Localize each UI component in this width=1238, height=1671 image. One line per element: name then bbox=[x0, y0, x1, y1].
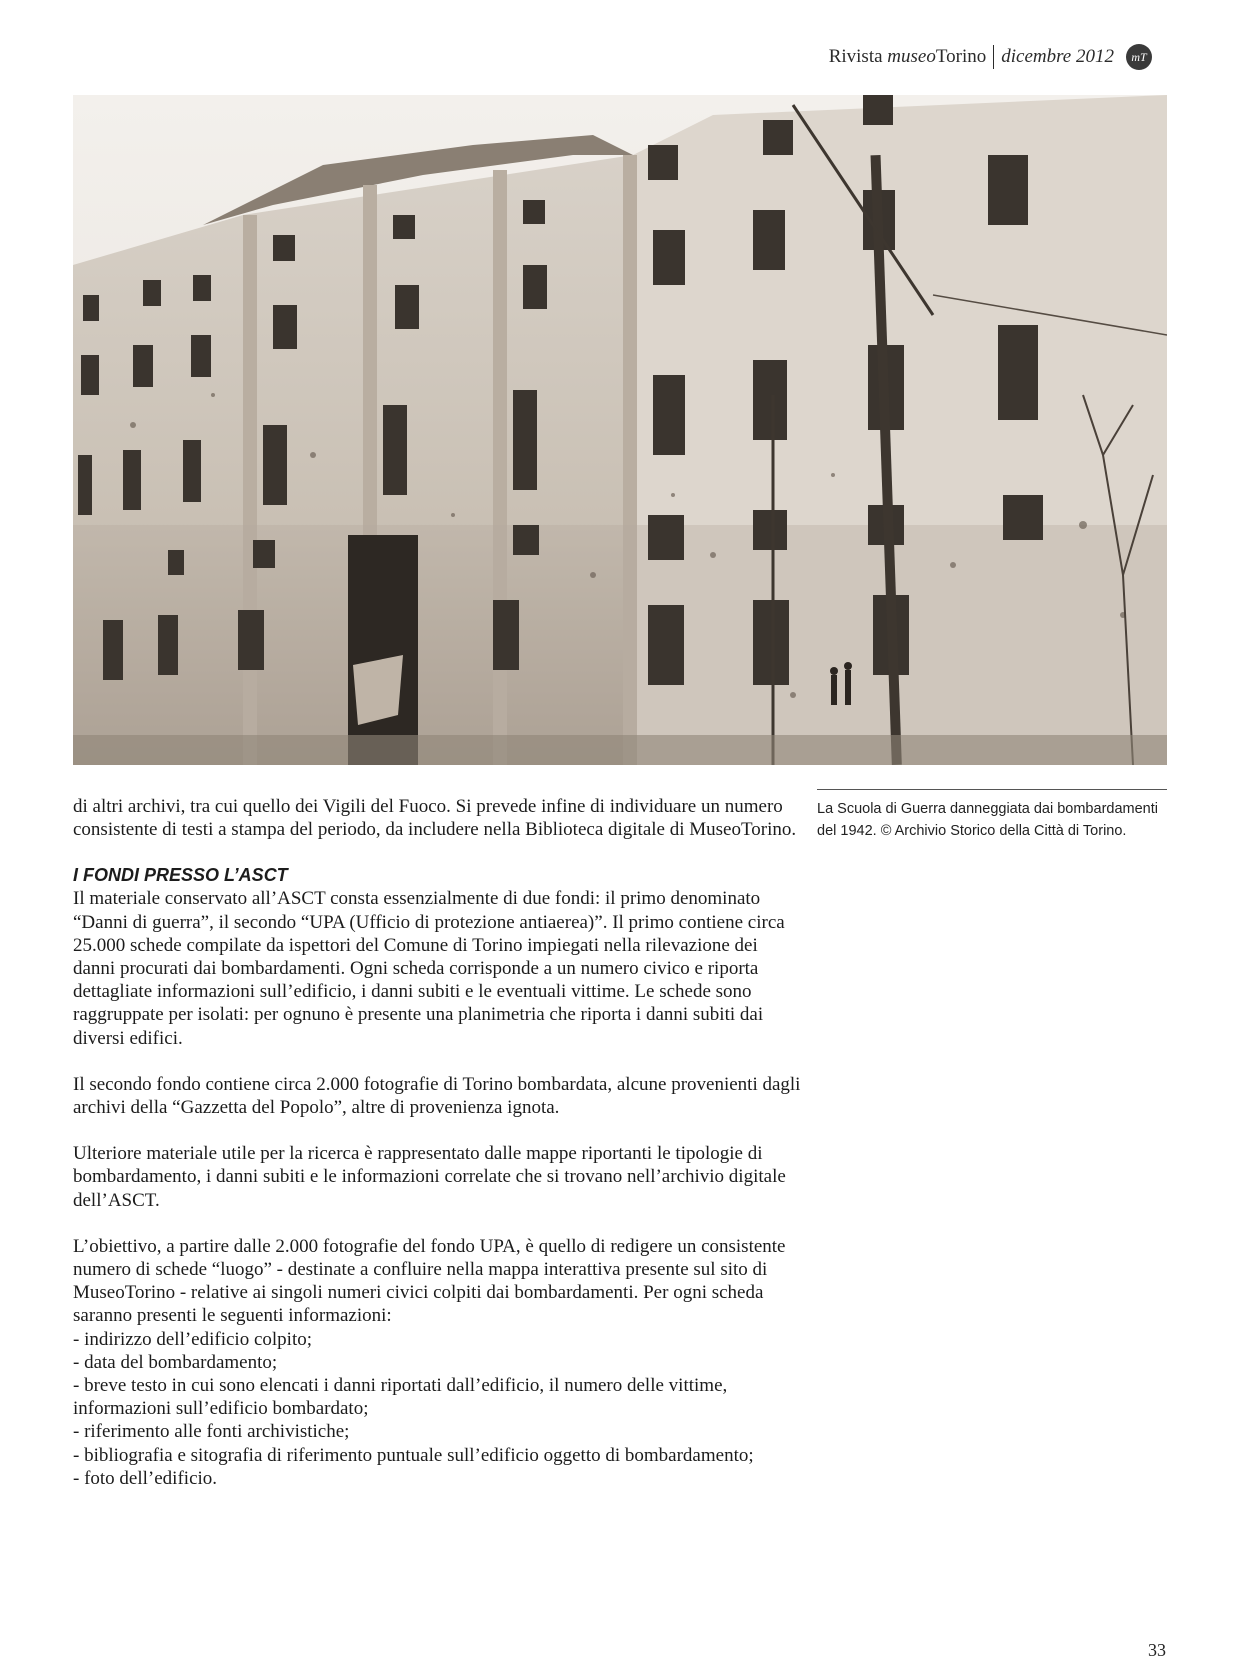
paragraph-1: Il materiale conservato all’ASCT consta essenzialmente di due fondi: il primo denominato “Danni di guerra”, il secondo “UPA (Ufficio di protezione antiaerea)”. Il primo contiene circa 25.000 schede compilate da ispettori del Comune di Torino impiegati nella rilevazione dei danni procurati dai bombardamenti. Ogni scheda corrisponde a un numero civico e riporta dettagliate informazioni sull’edificio, i danni subiti e le eventuali vittime. Le schede sono raggruppate per isolati: per ognuno è presente una planimetria che riporta i danni subiti dai diversi edifici. bbox=[73, 888, 785, 1049]
issue-date: dicembre 2012 bbox=[1001, 46, 1114, 67]
intro-paragraph: di altri archivi, tra cui quello dei Vigili del Fuoco. Si prevede infine di individuare un numero consistente di testi a stampa del periodo, da includere nella Biblioteca digitale di MuseoTorino. bbox=[73, 796, 797, 841]
paragraph-4: L’obiettivo, a partire dalle 2.000 fotografie del fondo UPA, è quello di redigere un consistente numero di schede “luogo” - destinate a confluire nella mappa interattiva presente sul sito di MuseoTorino - relative ai singoli numeri civici colpiti dai bombardamenti. Per ogni scheda saranno presenti le seguenti informazioni: bbox=[73, 1235, 786, 1327]
list-item: - data del bombardamento; bbox=[73, 1351, 803, 1374]
info-list bbox=[73, 1328, 803, 1490]
list-item: - breve testo in cui sono elencati i danni riportati dall’edificio, il numero delle vittime, informazioni sull’edificio bombardato; bbox=[73, 1374, 803, 1420]
page-number: 33 bbox=[1148, 1640, 1166, 1660]
list-item: - foto dell’edificio. bbox=[73, 1467, 803, 1490]
list-item: - bibliografia e sitografia di riferimento puntuale sull’edificio oggetto di bombardamento; bbox=[73, 1444, 803, 1467]
list-item: - indirizzo dell’edificio colpito; bbox=[73, 1328, 803, 1351]
paragraph-2: Il secondo fondo contiene circa 2.000 fotografie di Torino bombardata, alcune provenienti dagli archivi della “Gazzetta del Popolo”, altre di provenienza ignota. bbox=[73, 1073, 801, 1119]
building-facade-illustration bbox=[73, 95, 1167, 765]
war-damaged-building-photo bbox=[73, 95, 1167, 765]
section-heading: I FONDI PRESSO L’ASCT bbox=[73, 865, 288, 886]
article-body bbox=[73, 795, 803, 1490]
paragraph-3: Ulteriore materiale utile per la ricerca è rappresentato dalle mappe riportanti le tipologie di bombardamento, i danni subiti e le informazioni correlate che si trovano nell’archivio digitale dell’ASCT. bbox=[73, 1143, 786, 1211]
header-divider bbox=[993, 45, 994, 69]
running-header bbox=[829, 44, 1152, 70]
list-item: - riferimento alle fonti archivistiche; bbox=[73, 1420, 803, 1443]
museotorino-logo-icon: mT bbox=[1126, 44, 1152, 70]
magazine-name: Rivista museoTorino bbox=[828, 46, 987, 67]
photo-caption: La Scuola di Guerra danneggiata dai bombardamenti del 1942. © Archivio Storico della Città di Torino. bbox=[817, 789, 1167, 842]
